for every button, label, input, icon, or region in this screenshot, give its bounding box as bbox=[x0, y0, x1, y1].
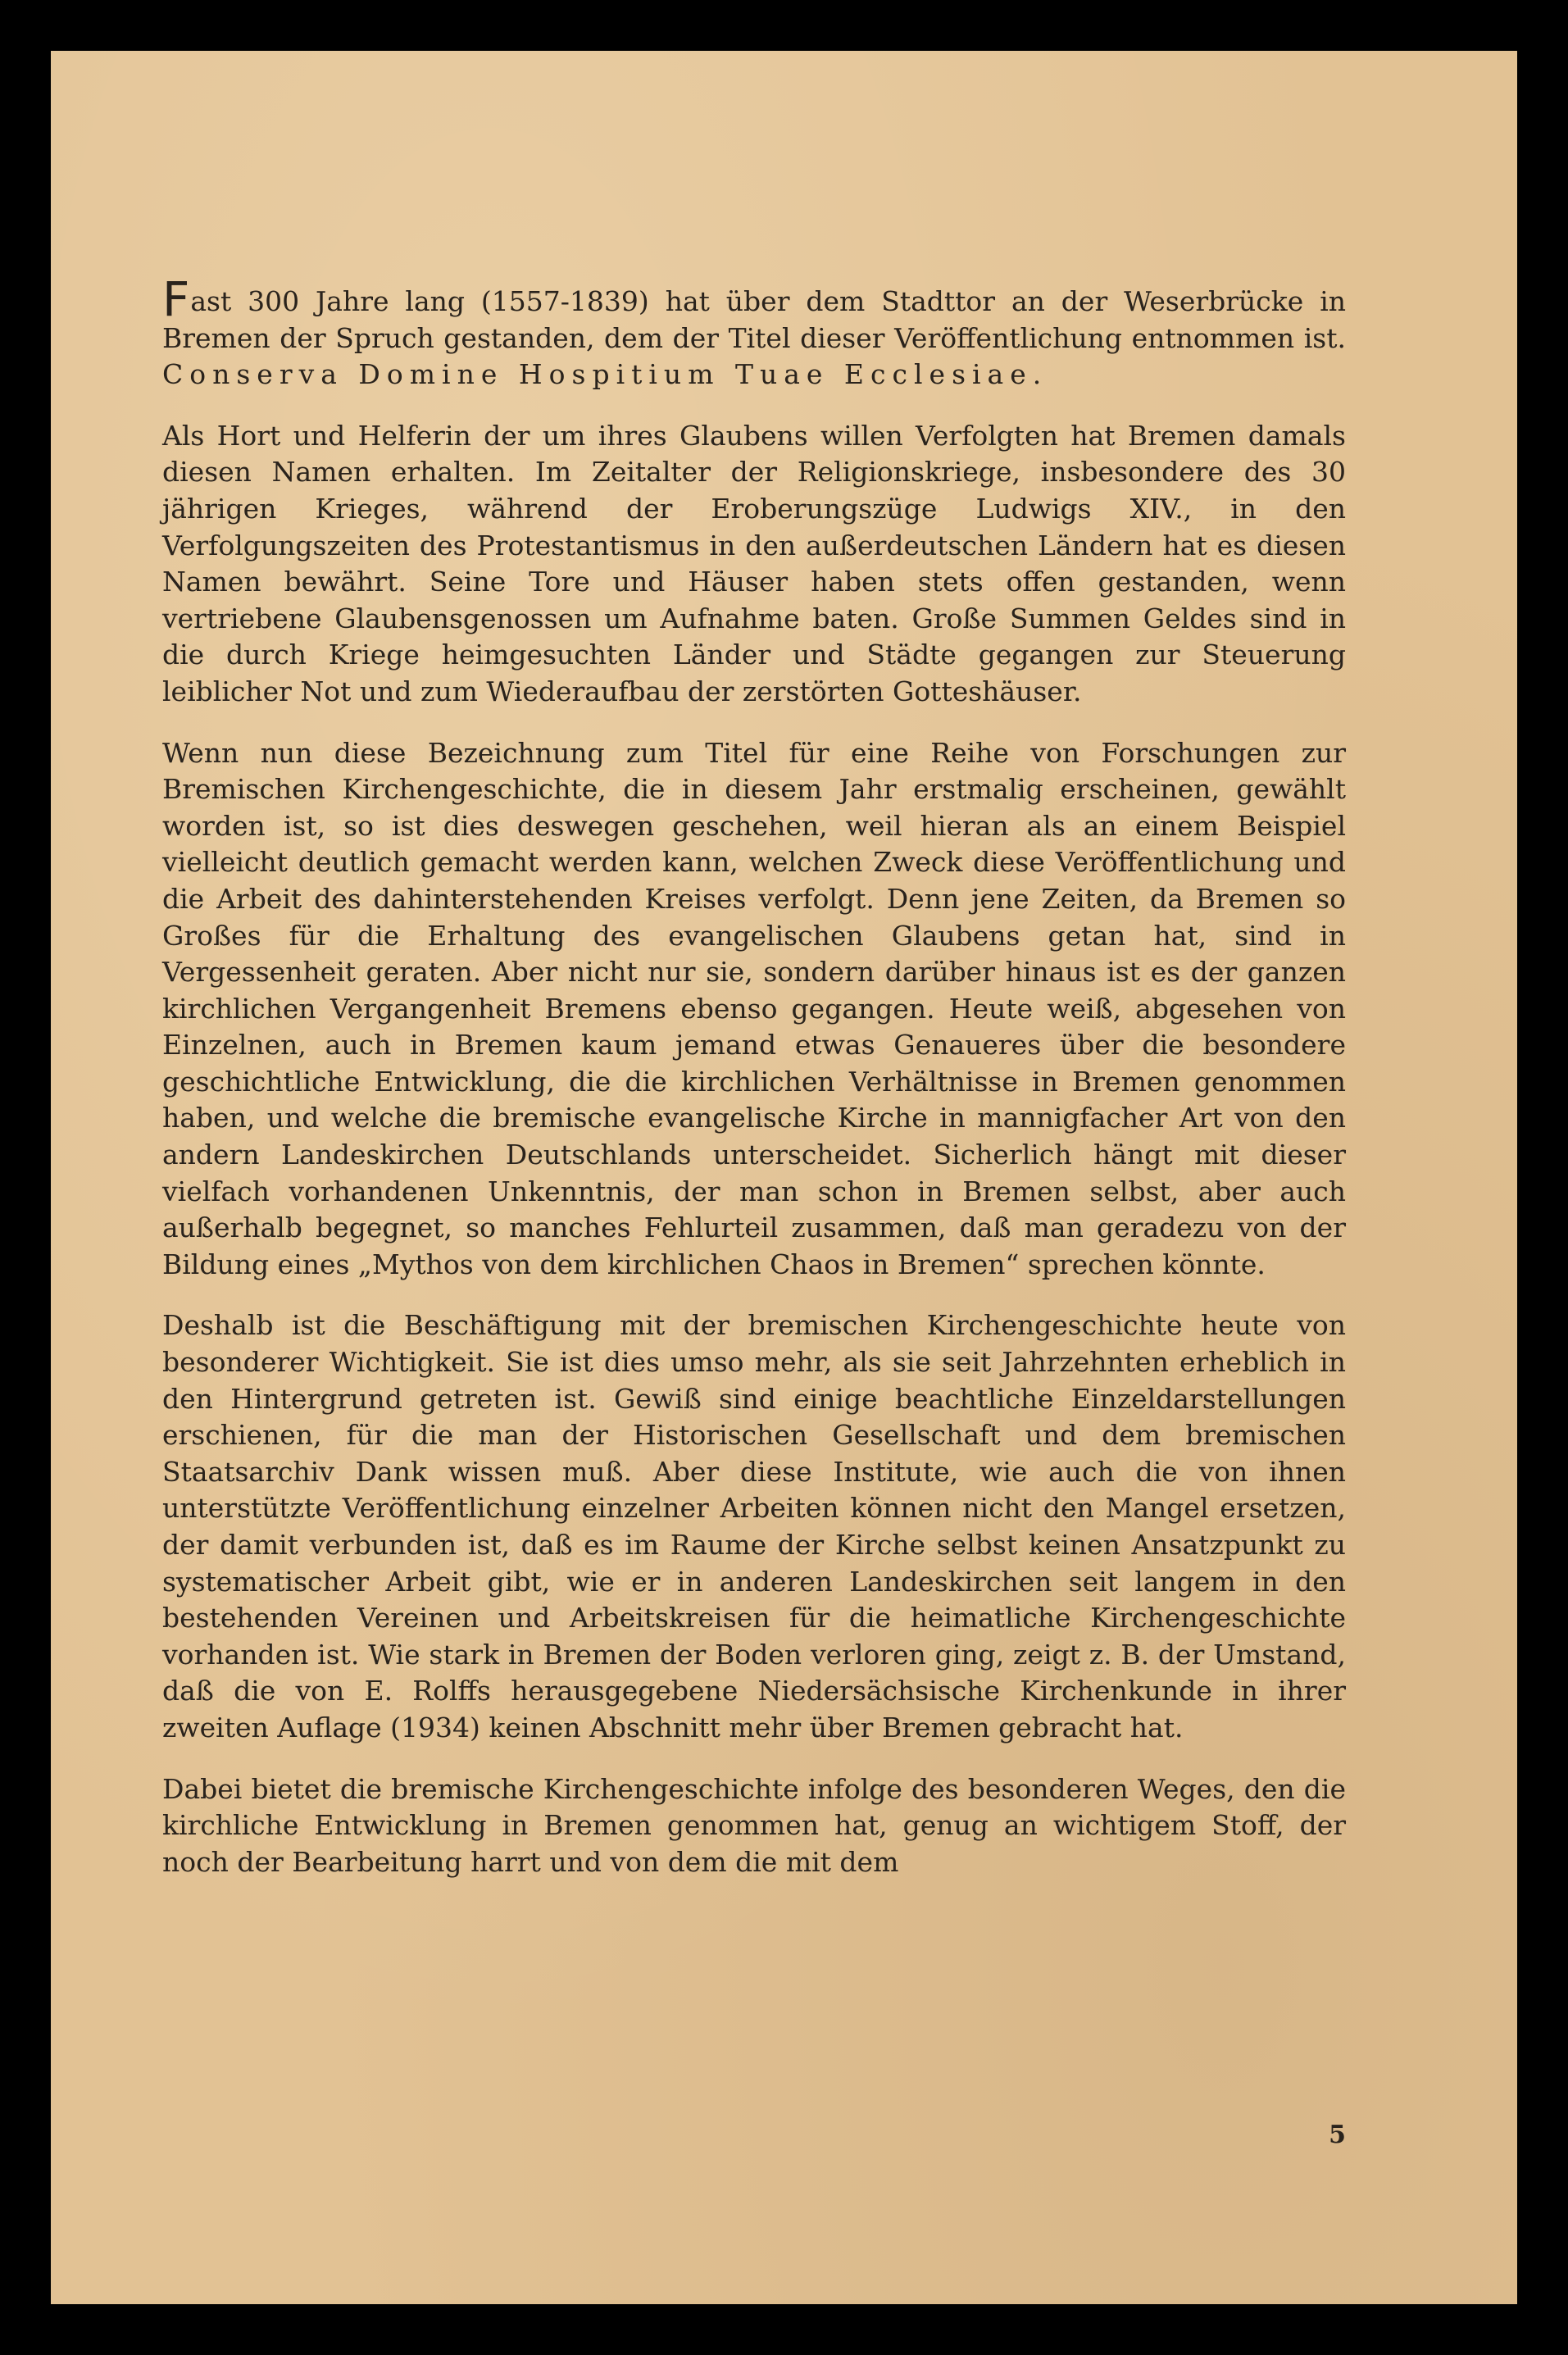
motto: Conserva Domine Hospitium Tuae Ecclesiae. bbox=[162, 358, 1048, 391]
page-number: 5 bbox=[1329, 2121, 1346, 2149]
paragraph: Als Hort und Helferin der um ihres Glaubens willen Verfolgten hat Bremen damals diesen Namen erhalten. Im Zeitalter der Religionskriege, insbesondere des 30 jährigen Krieges, während der Eroberungszüge Ludwigs XIV., in den Verfolgungszeiten des Protestantismus in den außerdeutschen Ländern hat es diesen Namen bewährt. Seine Tore und Häuser haben stets offen gestanden, wenn vertriebene Glaubensgenossen um Aufnahme baten. Große Summen Geldes sind in die durch Kriege heimgesuchten Länder und Städte gegangen zur Steuerung leiblicher Not und zum Wiederaufbau der zerstörten Gotteshäuser. bbox=[162, 419, 1346, 707]
paragraph: Dabei bietet die bremische Kirchengeschichte infolge des besonderen Weges, den die kirchliche Entwicklung in Bremen genommen hat, genug an wichtigem Stoff, der noch der Bearbeitung harrt und von dem die mit dem bbox=[162, 1772, 1346, 1878]
drop-initial: F bbox=[162, 271, 189, 327]
paragraph: Deshalb ist die Beschäftigung mit der bremischen Kirchengeschichte heute von besonderer Wichtigkeit. Sie ist dies umso mehr, als sie seit Jahrzehnten erheblich in den Hintergrund getreten ist. Gewiß sind einige beachtliche Einzeldarstellungen erschienen, für die man der Historischen Gesellschaft und dem bremischen Staatsarchiv Dank wissen muß. Aber diese Institute, wie auch die von ihnen unterstützte Veröffentlichung einzelner Arbeiten können nicht den Mangel ersetzen, der damit verbunden ist, daß es im Raume der Kirche selbst keinen Ansatzpunkt zu systematischer Arbeit gibt, wie er in anderen Landeskirchen seit langem in den bestehenden Vereinen und Arbeitskreisen für die heimatliche Kirchengeschichte vorhanden ist. Wie stark in Bremen der Boden verloren ging, zeigt z. B. der Umstand, daß die von E. Rolffs herausgegebene Niedersächsische Kirchenkunde in ihrer zweiten Auflage (1934) keinen Abschnitt mehr über Bremen gebracht hat. bbox=[162, 1309, 1346, 1744]
body-text bbox=[162, 271, 1346, 1905]
document-page bbox=[51, 51, 1517, 2304]
paragraph: Wenn nun diese Bezeichnung zum Titel für eine Reihe von Forschungen zur Bremischen Kirchengeschichte, die in diesem Jahr erstmalig erscheinen, gewählt worden ist, so ist dies deswegen geschehen, weil hieran als an einem Beispiel vielleicht deutlich gemacht werden kann, welchen Zweck diese Veröffentlichung und die Arbeit des dahinterstehenden Kreises verfolgt. Denn jene Zeiten, da Bremen so Großes für die Erhaltung des evangelischen Glaubens getan hat, sind in Vergessenheit geraten. Aber nicht nur sie, sondern darüber hinaus ist es der ganzen kirchlichen Vergangenheit Bremens ebenso gegangen. Heute weiß, abgesehen von Einzelnen, auch in Bremen kaum jemand etwas Genaueres über die besondere geschichtliche Entwicklung, die die kirchlichen Verhältnisse in Bremen genommen haben, und welche die bremische evangelische Kirche in mannigfacher Art von den andern Landeskirchen Deutschlands unterscheidet. Sicherlich hängt mit dieser vielfach vorhandenen Unkenntnis, der man schon in Bremen selbst, aber auch außerhalb begegnet, so manches Fehlurteil zusammen, daß man geradezu von der Bildung eines „Mythos von dem kirchlichen Chaos in Bremen“ sprechen könnte. bbox=[162, 736, 1346, 1280]
intro-text: ast 300 Jahre lang (1557-1839) hat über dem Stadttor an der Weserbrücke in Bremen der Spruch gestanden, dem der Titel dieser Veröffentlichung entnommen ist. bbox=[162, 285, 1346, 354]
paragraph-intro bbox=[162, 271, 1346, 393]
